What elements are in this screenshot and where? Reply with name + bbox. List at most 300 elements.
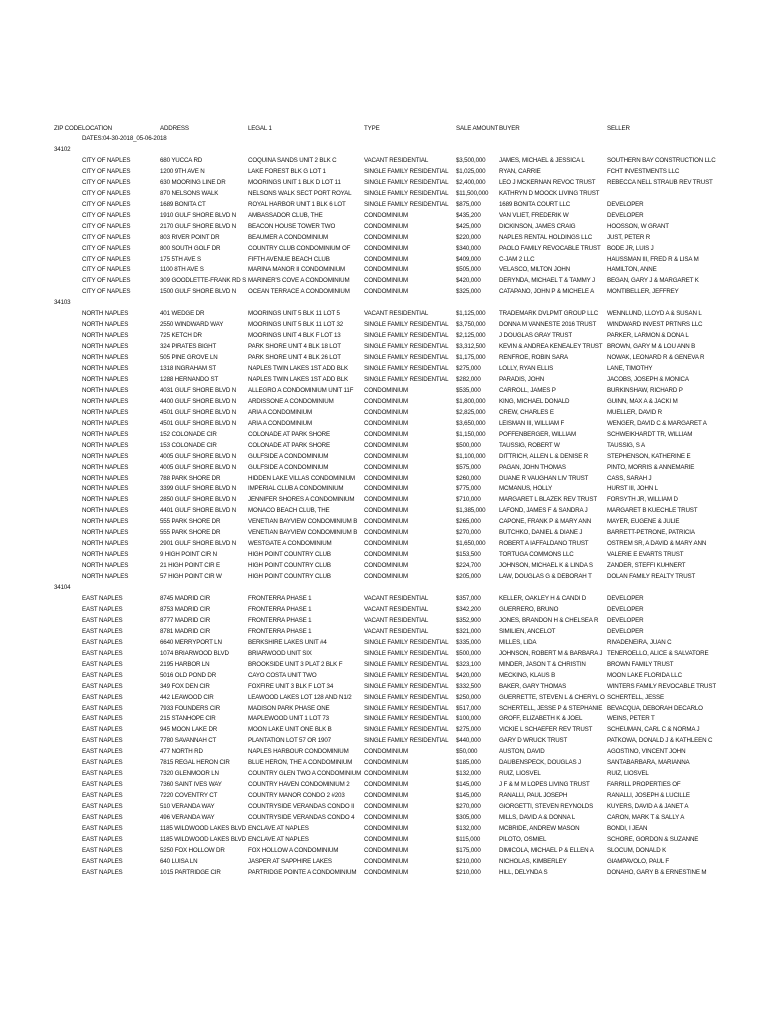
cell-location: NORTH NAPLES — [82, 365, 129, 372]
cell-buyer: PAGAN, JOHN THOMAS — [499, 463, 566, 471]
cell-seller: BROWN, GARY M & LOU ANN B — [607, 343, 696, 351]
cell-seller: BARRETT-PETRONE, PATRICIA — [607, 529, 695, 537]
zip-group-header — [0, 144, 770, 155]
table-row — [0, 462, 770, 473]
cell-legal: HIDDEN LAKE VILLAS CONDOMINIUM — [248, 474, 355, 482]
cell-legal: PLANTATION LOT 57 OR 1907 — [248, 737, 331, 745]
table-row — [0, 724, 770, 735]
table-row — [0, 155, 770, 166]
cell-address: 6640 MERRYPORT LN — [160, 638, 222, 646]
cell-seller: ZANDER, STEFFI KUHNERT — [607, 562, 686, 570]
cell-seller: BODE JR, LUIS J — [607, 244, 654, 252]
cell-seller: LANE, TIMOTHY — [607, 365, 653, 372]
cell-legal: BERKSHIRE LAKES UNIT #4 — [248, 638, 327, 646]
cell-seller: HAUSSMAN III, FRED R & LISA M — [607, 255, 699, 263]
cell-buyer: CREW, CHARLES E — [499, 408, 554, 416]
cell-address: 8781 MADRID CIR — [160, 627, 211, 635]
cell-location: EAST NAPLES — [82, 682, 123, 690]
cell-legal: ROYAL HARBOR UNIT 1 BLK 6 LOT — [248, 200, 346, 208]
table-row — [0, 681, 770, 692]
cell-legal: GULFSIDE A CONDOMINIUM — [248, 463, 329, 471]
cell-seller: DONAHO, GARY B & ERNESTINE M — [607, 868, 707, 876]
cell-type: CONDOMINIUM — [364, 441, 409, 449]
cell-type: CONDOMINIUM — [364, 573, 409, 580]
cell-sale-amount: $270,000 — [456, 529, 481, 537]
cell-legal: NAPLES TWIN LAKES 1ST ADD BLK — [248, 365, 348, 372]
cell-address: 175 5TH AVE S — [160, 255, 201, 263]
cell-location: EAST NAPLES — [82, 715, 123, 723]
table-row — [0, 396, 770, 407]
cell-legal: MARINA MANOR II CONDOMINIUM — [248, 266, 346, 274]
cell-legal: HIGH POINT COUNTRY CLUB — [248, 551, 331, 559]
cell-buyer: GARY D WRUCK TRUST — [499, 737, 568, 745]
cell-seller: DEVELOPER — [607, 211, 644, 219]
cell-legal: MOORINGS UNIT 5 BLK 11 LOT 5 — [248, 310, 340, 318]
cell-seller: OSTREM SR, A DAVID & MARY ANN — [607, 540, 707, 548]
table-row — [0, 341, 770, 352]
cell-buyer: MINDER, JASON T & CHRISTIN — [499, 660, 586, 668]
cell-legal: BEAUMER A CONDOMINIUM — [248, 233, 329, 241]
cell-legal: LEAWOOD LAKES LOT 128 AND N1/2 — [248, 693, 352, 701]
cell-type: SINGLE FAMILY RESIDENTIAL — [364, 321, 449, 329]
cell-address: 153 COLONADE CIR — [160, 441, 217, 449]
cell-type: CONDOMINIUM — [364, 803, 409, 810]
cell-location: EAST NAPLES — [82, 704, 123, 712]
cell-buyer: 1689 BONITA COURT LLC — [499, 200, 571, 208]
cell-type: VACANT RESIDENTIAL — [364, 627, 429, 635]
cell-address: 309 GOODLETTE-FRANK RD S — [160, 277, 246, 285]
cell-buyer: J DOUGLAS GRAY TRUST — [499, 332, 572, 340]
cell-address: 1500 GULF SHORE BLVD N — [160, 288, 237, 296]
table-row — [0, 308, 770, 319]
cell-seller: MAYER, EUGENE & JULIE — [607, 518, 680, 526]
cell-seller: HOOSSON, W GRANT — [607, 222, 669, 230]
cell-location: EAST NAPLES — [82, 868, 123, 876]
cell-location: EAST NAPLES — [82, 803, 123, 810]
cell-seller: SCHORE, GORDON & SUZANNE — [607, 835, 699, 843]
cell-location: CITY OF NAPLES — [82, 189, 131, 197]
cell-legal: MAPLEWOOD UNIT 1 LOT 73 — [248, 715, 329, 723]
cell-address: 1689 BONITA CT — [160, 200, 206, 208]
table-row — [0, 757, 770, 768]
cell-legal: FIFTH AVENUE BEACH CLUB — [248, 255, 330, 263]
cell-address: 7780 SAVANNAH CT — [160, 737, 217, 745]
cell-location: CITY OF NAPLES — [82, 233, 131, 241]
table-row — [0, 801, 770, 812]
cell-address: 401 WEDGE DR — [160, 310, 205, 318]
table-row — [0, 834, 770, 845]
table-row — [0, 648, 770, 659]
cell-buyer: TRADEMARK DVLPMT GROUP LLC — [499, 310, 599, 318]
cell-type: CONDOMINIUM — [364, 824, 409, 832]
cell-legal: COUNTRY HAVEN CONDOMINIUM 2 — [248, 781, 350, 789]
cell-address: 3399 GULF SHORE BLVD N — [160, 485, 237, 493]
cell-address: 870 NELSONS WALK — [160, 189, 219, 197]
cell-legal: VENETIAN BAYVIEW CONDOMINIUM B — [248, 518, 358, 526]
cell-sale-amount: $115,000 — [456, 835, 481, 843]
cell-type: CONDOMINIUM — [364, 868, 409, 876]
cell-legal: FRONTERRA PHASE 1 — [248, 605, 312, 613]
cell-buyer: PILOTO, OSMIEL — [499, 835, 547, 843]
cell-legal: MOORINGS UNIT 5 BLK 11 LOT 32 — [248, 321, 344, 329]
cell-address: 2550 WINDWARD WAY — [160, 321, 224, 329]
table-row — [0, 703, 770, 714]
cell-buyer: DICKINSON, JAMES CRAIG — [499, 222, 576, 230]
cell-type: CONDOMINIUM — [364, 255, 409, 263]
cell-legal: PARK SHORE UNIT 4 BLK 26 LOT — [248, 354, 341, 361]
cell-seller: CASS, SARAH J — [607, 474, 652, 482]
cell-buyer: JOHNSON, MICHAEL K & LINDA S — [499, 562, 593, 570]
cell-legal: MOON LAKE UNIT ONE BLK B — [248, 726, 332, 734]
cell-sale-amount: $1,650,000 — [456, 540, 486, 548]
cell-type: SINGLE FAMILY RESIDENTIAL — [364, 715, 449, 723]
cell-sale-amount: $340,000 — [456, 244, 481, 252]
cell-type: CONDOMINIUM — [364, 857, 409, 865]
cell-location: NORTH NAPLES — [82, 397, 129, 405]
cell-buyer: KELLER, OAKLEY H & CANDI D — [499, 594, 587, 602]
cell-buyer: RYAN, CARRIE — [499, 167, 541, 175]
cell-seller: WENGER, DAVID C & MARGARET A — [607, 419, 707, 427]
table-row — [0, 527, 770, 538]
cell-location: CITY OF NAPLES — [82, 156, 131, 164]
cell-sale-amount: $210,000 — [456, 857, 481, 865]
cell-address: 477 NORTH RD — [160, 748, 203, 756]
cell-type: SINGLE FAMILY RESIDENTIAL — [364, 332, 449, 340]
cell-seller: SCHEUMAN, CARL C & NORMA J — [607, 726, 700, 734]
cell-address: 442 LEAWOOD CIR — [160, 693, 214, 701]
cell-location: NORTH NAPLES — [82, 408, 129, 416]
cell-sale-amount: $505,000 — [456, 266, 481, 274]
cell-type: CONDOMINIUM — [364, 233, 409, 241]
cell-legal: MADISON PARK PHASE ONE — [248, 704, 330, 712]
cell-buyer: MARGARET L BLAZEK REV TRUST — [499, 496, 597, 504]
table-row — [0, 210, 770, 221]
cell-address: 215 STANHOPE CIR — [160, 715, 216, 723]
cell-address: 4501 GULF SHORE BLVD N — [160, 419, 237, 427]
cell-seller: SCHERTELL, JESSE — [607, 693, 664, 701]
table-row — [0, 845, 770, 856]
cell-address: 4031 GULF SHORE BLVD N — [160, 386, 237, 394]
cell-sale-amount: $3,500,000 — [456, 156, 486, 164]
cell-legal: COUNTRY CLUB CONDOMINIUM OF — [248, 244, 351, 252]
cell-location: EAST NAPLES — [82, 846, 123, 854]
cell-legal: MONACO BEACH CLUB, THE — [248, 507, 330, 515]
cell-seller: PATKOWA, DONALD J & KATHLEEN C — [607, 737, 713, 745]
cell-seller: BROWN FAMILY TRUST — [607, 660, 674, 668]
cell-legal: ARIA A CONDOMINIUM — [248, 419, 312, 427]
cell-sale-amount: $175,000 — [456, 846, 481, 854]
cell-buyer: JONES, BRANDON H & CHELSEA R — [499, 616, 599, 624]
cell-legal: FRONTERRA PHASE 1 — [248, 627, 312, 635]
cell-address: 8777 MADRID CIR — [160, 616, 211, 624]
cell-address: 505 PINE GROVE LN — [160, 354, 218, 361]
cell-buyer: KING, MICHAEL DONALD — [499, 397, 570, 405]
cell-buyer: MCBRIDE, ANDREW MASON — [499, 824, 580, 832]
cell-seller: DEVELOPER — [607, 200, 644, 208]
cell-buyer: BAKER, GARY THOMAS — [499, 682, 567, 690]
cell-type: SINGLE FAMILY RESIDENTIAL — [364, 671, 449, 679]
cell-seller: DEVELOPER — [607, 605, 644, 613]
cell-sale-amount: $132,000 — [456, 824, 481, 832]
cell-address: 1185 WILDWOOD LAKES BLVD — [160, 824, 246, 832]
cell-sale-amount: $332,500 — [456, 682, 481, 690]
cell-address: 630 MOORING LINE DR — [160, 178, 226, 186]
table-row — [0, 670, 770, 681]
cell-seller: JACOBS, JOSEPH & MONICA — [607, 375, 689, 383]
cell-buyer: MECKING, KLAUS B — [499, 671, 556, 679]
cell-sale-amount: $710,000 — [456, 496, 481, 504]
cell-type: CONDOMINIUM — [364, 397, 409, 405]
table-row — [0, 505, 770, 516]
cell-buyer: J F & M M LOPES LIVING TRUST — [499, 781, 590, 789]
cell-seller: AGOSTINO, VINCENT JOHN — [607, 748, 686, 756]
header-seller: SELLER — [607, 125, 630, 132]
cell-location: EAST NAPLES — [82, 594, 123, 602]
cell-location: NORTH NAPLES — [82, 419, 129, 427]
header-sale-amount: SALE AMOUNT — [456, 125, 498, 132]
cell-address: 496 VERANDA WAY — [160, 814, 215, 821]
header-type: TYPE — [364, 125, 380, 132]
cell-address: 2901 GULF SHORE BLVD N — [160, 540, 237, 548]
cell-type: SINGLE FAMILY RESIDENTIAL — [364, 682, 449, 690]
cell-address: 555 PARK SHORE DR — [160, 518, 221, 526]
cell-buyer: VELASCO, MILTON JOHN — [499, 266, 571, 274]
table-row — [0, 451, 770, 462]
cell-buyer: MILLS, DAVID A & DONNA L — [499, 814, 576, 821]
table-row — [0, 199, 770, 210]
cell-sale-amount: $517,000 — [456, 704, 481, 712]
cell-address: 8745 MADRID CIR — [160, 594, 211, 602]
cell-legal: FRONTERRA PHASE 1 — [248, 594, 312, 602]
cell-sale-amount: $11,500,000 — [456, 189, 489, 197]
cell-location: NORTH NAPLES — [82, 562, 129, 570]
cell-location: EAST NAPLES — [82, 693, 123, 701]
cell-location: NORTH NAPLES — [82, 518, 129, 526]
cell-sale-amount: $335,000 — [456, 638, 481, 646]
table-row — [0, 429, 770, 440]
cell-location: EAST NAPLES — [82, 726, 123, 734]
cell-seller: FCHT INVESTMENTS LLC — [607, 167, 680, 175]
cell-buyer: MCMANUS, HOLLY — [499, 485, 553, 493]
cell-buyer: RENFROE, ROBIN SARA — [499, 354, 569, 361]
cell-address: 1185 WILDWOOD LAKES BLVD — [160, 835, 246, 843]
cell-sale-amount: $1,385,000 — [456, 507, 486, 515]
cell-sale-amount: $265,000 — [456, 518, 481, 526]
cell-legal: NAPLES HARBOUR CONDOMINIUM — [248, 748, 349, 756]
cell-type: CONDOMINIUM — [364, 507, 409, 515]
cell-legal: JENNIFER SHORES A CONDOMINIUM — [248, 496, 355, 504]
cell-seller: GUINN, MAX A & JACKI M — [607, 397, 678, 405]
cell-sale-amount: $224,700 — [456, 562, 481, 570]
cell-legal: MARINER'S COVE A CONDOMINIUM — [248, 277, 350, 285]
cell-type: SINGLE FAMILY RESIDENTIAL — [364, 737, 449, 745]
zip-code: 34103 — [54, 299, 71, 307]
cell-type: SINGLE FAMILY RESIDENTIAL — [364, 638, 449, 646]
cell-seller: HURST III, JOHN L — [607, 485, 658, 493]
cell-seller: MARGARET B KUECHLE TRUST — [607, 507, 698, 515]
cell-location: NORTH NAPLES — [82, 573, 129, 580]
cell-location: NORTH NAPLES — [82, 452, 129, 460]
cell-buyer: AUSTON, DAVID — [499, 748, 545, 756]
cell-address: 1910 GULF SHORE BLVD N — [160, 211, 237, 219]
cell-location: NORTH NAPLES — [82, 540, 129, 548]
cell-legal: ARDISSONE A CONDOMINIUM — [248, 397, 334, 405]
cell-address: 1200 9TH AVE N — [160, 167, 205, 175]
cell-type: CONDOMINIUM — [364, 485, 409, 493]
cell-type: CONDOMINIUM — [364, 759, 409, 767]
cell-legal: MOORINGS UNIT 4 BLK F LOT 13 — [248, 332, 341, 340]
cell-seller: SANTABARBARA, MARIANNA — [607, 759, 690, 767]
cell-legal: CAYO COSTA UNIT TWO — [248, 671, 317, 679]
cell-seller: DEVELOPER — [607, 616, 644, 624]
cell-sale-amount: $220,000 — [456, 233, 481, 241]
cell-legal: NELSONS WALK SECT PORT ROYAL — [248, 189, 352, 197]
cell-address: 1015 PARTRIDGE CIR — [160, 868, 221, 876]
cell-location: EAST NAPLES — [82, 792, 123, 800]
table-row — [0, 604, 770, 615]
cell-seller: BURKINSHAW, RICHARD P — [607, 386, 683, 394]
cell-buyer: LOLLY, RYAN ELLIS — [499, 365, 554, 372]
cell-legal: ENCLAVE AT NAPLES — [248, 835, 309, 843]
cell-type: CONDOMINIUM — [364, 266, 409, 274]
cell-buyer: JOHNSON, ROBERT M & BARBARA J — [499, 649, 603, 657]
cell-legal: BLUE HERON, THE A CONDOMINIUM — [248, 759, 353, 767]
cell-sale-amount: $409,000 — [456, 255, 481, 263]
cell-address: 349 FOX DEN CIR — [160, 682, 210, 690]
cell-legal: PARK SHORE UNIT 4 BLK 18 LOT — [248, 343, 341, 351]
zip-group-header — [0, 582, 770, 593]
cell-seller: SCHWEIKHARDT TR, WILLIAM — [607, 430, 693, 438]
cell-address: 21 HIGH POINT CIR E — [160, 562, 220, 570]
cell-buyer: KEVIN & ANDREA KENEALEY TRUST — [499, 343, 603, 351]
cell-legal: FOXFIRE UNIT 3 BLK F LOT 34 — [248, 682, 334, 690]
cell-location: CITY OF NAPLES — [82, 255, 131, 263]
cell-seller: WENNLUND, LLOYD A & SUSAN L — [607, 310, 702, 318]
cell-seller: BONDI, I JEAN — [607, 824, 648, 832]
table-row — [0, 166, 770, 177]
cell-legal: COLONADE AT PARK SHORE — [248, 430, 330, 438]
table-row — [0, 637, 770, 648]
cell-location: EAST NAPLES — [82, 671, 123, 679]
cell-location: NORTH NAPLES — [82, 321, 129, 329]
cell-buyer: BUTCHKO, DANIEL & DIANE J — [499, 529, 583, 537]
cell-location: CITY OF NAPLES — [82, 244, 131, 252]
cell-seller: BEGAN, GARY J & MARGARET K — [607, 277, 699, 285]
cell-address: 7933 FOUNDERS CIR — [160, 704, 221, 712]
cell-location: EAST NAPLES — [82, 649, 123, 657]
cell-sale-amount: $440,000 — [456, 737, 481, 745]
table-row — [0, 713, 770, 724]
cell-type: CONDOMINIUM — [364, 408, 409, 416]
cell-seller: MOON LAKE FLORIDA LLC — [607, 671, 682, 679]
cell-sale-amount: $342,200 — [456, 605, 481, 613]
cell-type: CONDOMINIUM — [364, 770, 409, 778]
cell-type: CONDOMINIUM — [364, 496, 409, 504]
cell-address: 1074 BRIARWOOD BLVD — [160, 649, 229, 657]
cell-buyer: CATAPANO, JOHN P & MICHELE A — [499, 288, 595, 296]
cell-legal: ENCLAVE AT NAPLES — [248, 824, 309, 832]
cell-buyer: CARROLL, JAMES P — [499, 386, 556, 394]
cell-location: NORTH NAPLES — [82, 485, 129, 493]
cell-location: NORTH NAPLES — [82, 463, 129, 471]
cell-location: CITY OF NAPLES — [82, 288, 131, 296]
cell-address: 152 COLONADE CIR — [160, 430, 217, 438]
cell-type: CONDOMINIUM — [364, 474, 409, 482]
cell-buyer: TORTUGA COMMONS LLC — [499, 551, 574, 559]
cell-buyer: LEISMAN III, WILLIAM F — [499, 419, 565, 427]
cell-buyer: PAOLO FAMILY REVOCABLE TRUST — [499, 244, 601, 252]
cell-type: CONDOMINIUM — [364, 288, 409, 296]
cell-location: CITY OF NAPLES — [82, 167, 131, 175]
table-row — [0, 221, 770, 232]
cell-address: 1318 INGRAHAM ST — [160, 365, 217, 372]
cell-sale-amount: $775,000 — [456, 485, 481, 493]
cell-sale-amount: $323,100 — [456, 660, 481, 668]
cell-address: 680 YUCCA RD — [160, 156, 203, 164]
cell-location: EAST NAPLES — [82, 770, 123, 778]
cell-legal: COUNTRY MANOR CONDO 2 #203 — [248, 792, 345, 800]
cell-sale-amount: $145,000 — [456, 781, 481, 789]
cell-buyer: SCHERTELL, JESSE P & STEPHANIE — [499, 704, 603, 712]
cell-location: NORTH NAPLES — [82, 310, 129, 318]
cell-sale-amount: $1,125,000 — [456, 310, 486, 318]
table-row — [0, 571, 770, 582]
cell-buyer: HILL, DELYNDA S — [499, 868, 548, 876]
cell-legal: OCEAN TERRACE A CONDOMINIUM — [248, 288, 350, 296]
table-row — [0, 275, 770, 286]
cell-seller: RANALLI, JOSEPH & LUCILLE — [607, 792, 690, 800]
cell-type: CONDOMINIUM — [364, 386, 409, 394]
cell-seller: WEINS, PETER T — [607, 715, 655, 723]
cell-location: NORTH NAPLES — [82, 474, 129, 482]
cell-type: SINGLE FAMILY RESIDENTIAL — [364, 167, 449, 175]
header-address: ADDRESS — [160, 125, 189, 132]
cell-sale-amount: $1,800,000 — [456, 397, 486, 405]
cell-sale-amount: $275,000 — [456, 365, 481, 372]
cell-seller: WINTERS FAMILY REVOCABLE TRUST — [607, 682, 716, 690]
table-row — [0, 779, 770, 790]
cell-type: CONDOMINIUM — [364, 452, 409, 460]
cell-sale-amount: $260,000 — [456, 474, 481, 482]
cell-sale-amount: $352,900 — [456, 616, 481, 624]
table-row — [0, 418, 770, 429]
cell-buyer: DAUBENSPECK, DOUGLAS J — [499, 759, 581, 767]
cell-buyer: GIORGETTI, STEVEN REYNOLDS — [499, 803, 594, 810]
cell-location: EAST NAPLES — [82, 660, 123, 668]
cell-address: 2170 GULF SHORE BLVD N — [160, 222, 237, 230]
cell-legal: ARIA A CONDOMINIUM — [248, 408, 312, 416]
cell-type: CONDOMINIUM — [364, 748, 409, 756]
cell-address: 4400 GULF SHORE BLVD N — [160, 397, 237, 405]
cell-sale-amount: $357,000 — [456, 594, 481, 602]
cell-type: SINGLE FAMILY RESIDENTIAL — [364, 649, 449, 657]
cell-legal: GULFSIDE A CONDOMINIUM — [248, 452, 329, 460]
table-row — [0, 363, 770, 374]
table-row — [0, 856, 770, 867]
cell-type: CONDOMINIUM — [364, 792, 409, 800]
cell-sale-amount: $2,400,000 — [456, 178, 486, 186]
zip-group-header — [0, 297, 770, 308]
table-row — [0, 483, 770, 494]
header-legal: LEGAL 1 — [248, 125, 272, 132]
cell-buyer: RANALLI, PAUL JOSEPH — [499, 792, 568, 800]
cell-address: 640 LUISA LN — [160, 857, 198, 865]
cell-seller: STEPHENSON, KATHERINE E — [607, 452, 691, 460]
cell-address: 5016 OLD POND DR — [160, 671, 217, 679]
cell-sale-amount: $305,000 — [456, 814, 481, 821]
cell-buyer: ROBERT A IAFFALDANO TRUST — [499, 540, 589, 548]
cell-sale-amount: $321,000 — [456, 627, 481, 635]
